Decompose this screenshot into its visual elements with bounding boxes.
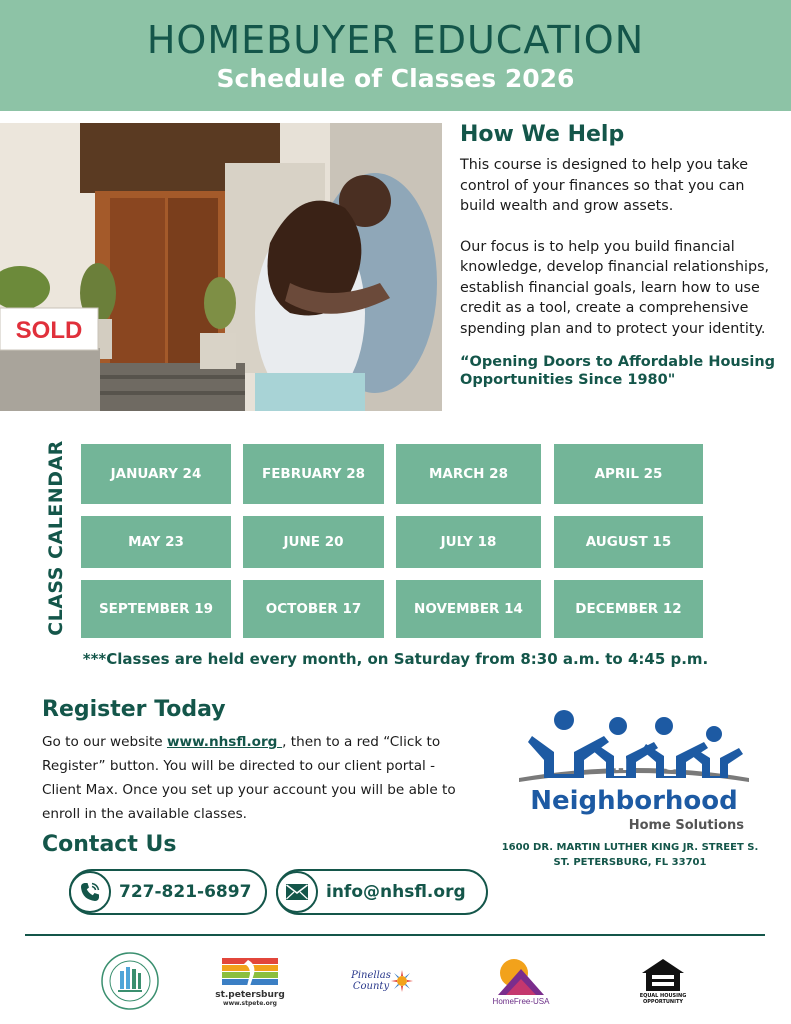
register-text xyxy=(42,730,472,826)
homefree-name: HomeFree-USA xyxy=(492,996,550,1006)
contact-heading: Contact Us xyxy=(42,832,177,857)
tagline-quote: “Opening Doors to Affordable Housing Opportunities Since 1980" xyxy=(460,354,776,388)
schedule-note: ***Classes are held every month, on Saturday from 8:30 a.m. to 4:45 p.m. xyxy=(82,650,709,668)
nhs-letter: N xyxy=(557,753,571,772)
st-petersburg-name: st.petersburg xyxy=(215,989,285,1000)
register-heading: Register Today xyxy=(42,697,226,722)
email-contact-button[interactable] xyxy=(276,869,488,915)
st-petersburg-logo xyxy=(216,950,284,1012)
calendar-date-cell: AUGUST 15 xyxy=(554,516,703,568)
couple-home-illustration xyxy=(0,123,442,411)
homefree-house-icon xyxy=(494,957,548,997)
nhs-logo xyxy=(514,708,754,838)
nhs-letter: S xyxy=(665,755,677,774)
org-name-line2: Home Solutions xyxy=(628,818,744,833)
nhs-letter: H xyxy=(614,755,628,774)
class-calendar-label: CLASS CALENDAR xyxy=(45,440,67,636)
sun-icon xyxy=(391,970,413,992)
register-text-intro: Go to our website xyxy=(42,734,167,750)
page-title: HOMEBUYER EDUCATION xyxy=(146,18,645,62)
how-we-help-heading: How We Help xyxy=(460,122,625,147)
calendar-date-cell: SEPTEMBER 19 xyxy=(81,580,231,638)
pinellas-line-2: County xyxy=(352,981,390,992)
register-section xyxy=(42,697,472,826)
equal-housing-opportunity-logo xyxy=(634,950,692,1012)
register-text-body: , then to a red “Click to Register” button. You will be directed to our client portal - Client Max. Once you set up your account you will be able to enroll in the available classes. xyxy=(42,734,456,822)
eho-line-2: OPPORTUNITY xyxy=(642,999,683,1005)
address-line-1: 1600 DR. MARTIN LUTHER KING JR. STREET S. xyxy=(501,842,759,853)
hud-seal-icon xyxy=(100,951,160,1011)
page-subtitle: Schedule of Classes 2026 xyxy=(216,64,575,93)
calendar-date-cell: JULY 18 xyxy=(396,516,541,568)
sold-sign-text: SOLD xyxy=(15,317,83,344)
calendar-date-cell: NOVEMBER 14 xyxy=(396,580,541,638)
eho-line-1: EQUAL HOUSING xyxy=(639,993,687,999)
phone-icon xyxy=(69,871,111,913)
hud-logo xyxy=(100,950,160,1012)
nhs-houses-icon xyxy=(514,708,754,788)
how-we-help-section xyxy=(460,122,780,389)
class-calendar-grid xyxy=(81,444,703,638)
st-petersburg-url: www.stpete.org xyxy=(223,999,277,1007)
calendar-date-cell: MAY 23 xyxy=(81,516,231,568)
email-address: info@nhsfl.org xyxy=(326,882,466,902)
pinellas-county-logo xyxy=(344,950,420,1012)
envelope-icon xyxy=(276,871,318,913)
header-banner xyxy=(0,0,791,111)
website-link[interactable]: www.nhsfl.org xyxy=(166,734,283,750)
st-petersburg-stripes-icon xyxy=(220,956,280,990)
calendar-date-cell: FEBRUARY 28 xyxy=(243,444,384,504)
phone-number: 727-821-6897 xyxy=(119,882,252,902)
address-line-2: ST. PETERSBURG, FL 33701 xyxy=(553,857,707,868)
org-name-line1: Neighborhood xyxy=(530,786,738,816)
org-address xyxy=(490,840,770,870)
calendar-date-cell: JUNE 20 xyxy=(243,516,384,568)
homefree-usa-logo xyxy=(492,950,550,1012)
equal-housing-icon xyxy=(640,957,686,993)
calendar-date-cell: APRIL 25 xyxy=(554,444,703,504)
hero-photo xyxy=(0,123,442,411)
calendar-date-cell: OCTOBER 17 xyxy=(243,580,384,638)
help-paragraph-1: This course is designed to help you take control of your finances so that you can build wealth and grow assets. xyxy=(460,157,748,214)
calendar-date-cell: DECEMBER 12 xyxy=(554,580,703,638)
help-paragraph-2: Our focus is to help you build financial knowledge, develop financial relationships, establish financial goals, learn how to use credit as a tool, create a comprehensive spending plan and to protect your identity. xyxy=(460,238,770,337)
calendar-date-cell: JANUARY 24 xyxy=(81,444,231,504)
pinellas-line-1: Pinellas xyxy=(351,970,391,981)
calendar-date-cell: MARCH 28 xyxy=(396,444,541,504)
footer-divider xyxy=(25,934,765,936)
phone-contact-button[interactable] xyxy=(69,869,267,915)
